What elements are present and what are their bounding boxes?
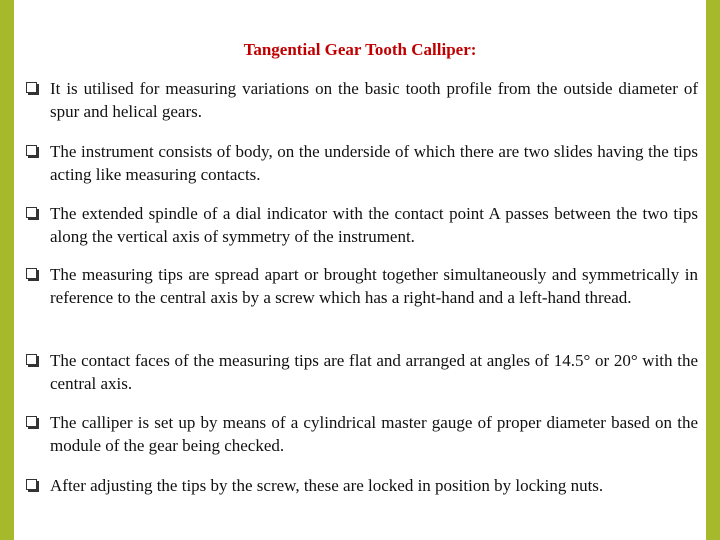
square-bullet-icon — [26, 416, 37, 427]
bullet-item — [26, 263, 698, 309]
square-bullet-icon — [26, 82, 37, 93]
square-bullet-icon — [26, 479, 37, 490]
bullet-item — [26, 140, 698, 186]
bullet-text: The instrument consists of body, on the underside of which there are two slides having the tips acting like measuring contacts. — [50, 142, 698, 184]
bullet-item — [26, 411, 698, 457]
bullet-text: It is utilised for measuring variations on the basic tooth profile from the outside diameter of spur and helical gears. — [50, 79, 698, 121]
bullet-item — [26, 77, 698, 123]
bullet-text: The calliper is set up by means of a cylindrical master gauge of proper diameter based on the module of the gear being checked. — [50, 413, 698, 455]
bullet-item — [26, 349, 698, 395]
square-bullet-icon — [26, 354, 37, 365]
slide-title: Tangential Gear Tooth Calliper: — [243, 40, 477, 59]
square-bullet-icon — [26, 207, 37, 218]
slide — [14, 0, 706, 540]
square-bullet-icon — [26, 268, 37, 279]
bullet-text: The contact faces of the measuring tips are flat and arranged at angles of 14.5° or 20° with the central axis. — [50, 351, 698, 393]
bullet-item — [26, 474, 698, 497]
bullet-text: The measuring tips are spread apart or brought together simultaneously and symmetrically in reference to the central axis by a screw which has a right-hand and a left-hand thread. — [50, 265, 698, 307]
bullet-text: The extended spindle of a dial indicator with the contact point A passes between the two tips along the vertical axis of symmetry of the instrument. — [50, 204, 698, 246]
bullet-text: After adjusting the tips by the screw, these are locked in position by locking nuts. — [50, 476, 604, 495]
bullet-item — [26, 202, 698, 248]
square-bullet-icon — [26, 145, 37, 156]
